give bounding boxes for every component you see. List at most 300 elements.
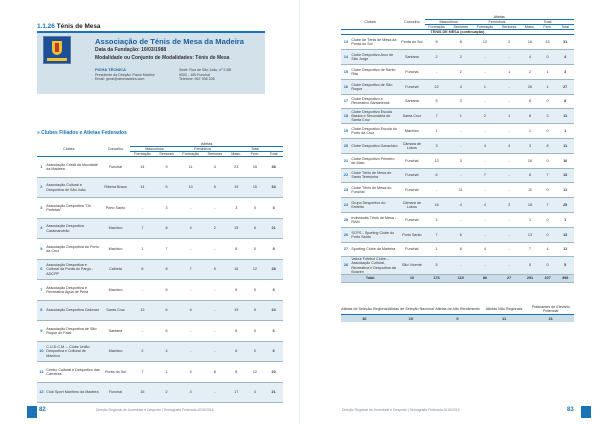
municipality: Funchal <box>399 64 424 79</box>
row-number: 7 <box>37 280 46 301</box>
total-female: 12 <box>246 259 265 280</box>
female-formation: 4 <box>473 242 497 257</box>
female-seniors: - <box>497 94 521 109</box>
phone: Telefone: 967 936 208 <box>179 77 215 82</box>
club-name: Associação Desportiva Galomar <box>46 300 101 321</box>
header-atletas: Atletas <box>130 142 283 147</box>
total-female: 0 <box>246 280 265 301</box>
municipality: Machico <box>399 124 424 139</box>
club-name: Clube Desportivo Escola Básica e Secundária de Santa Cruz <box>351 109 399 124</box>
total-female: 0 <box>246 239 265 260</box>
female-formation: 4 <box>473 198 497 213</box>
total-male: 16 <box>227 259 246 280</box>
male-seniors: - <box>449 257 473 274</box>
female-seniors: - <box>203 300 227 321</box>
alt-header: Atletas Não Regionais <box>481 304 528 315</box>
male-seniors: 8 <box>449 35 473 50</box>
male-seniors: 4 <box>154 341 178 362</box>
club-name: Clube Desportivo Garachico <box>351 138 399 153</box>
male-formation: 1 <box>425 212 449 227</box>
male-seniors: 6 <box>154 280 178 301</box>
total-male: 26 <box>521 79 539 94</box>
address: Sede: Rua de São João, nº 2-8B <box>179 68 232 72</box>
total-male: 18 <box>521 198 539 213</box>
club-name: Clube Desportivo Primeiro de Maio <box>351 153 399 168</box>
header-concelho: Concelho <box>399 15 424 30</box>
female-formation: - <box>473 124 497 139</box>
club-name: Clube Desportivo e Recreativo Santanense <box>351 94 399 109</box>
header-total: Total <box>521 20 574 25</box>
header-seniores: Seniores <box>154 152 178 157</box>
municipality: Santana <box>101 321 131 342</box>
header-fem: Fem. <box>539 25 557 30</box>
female-seniors: - <box>497 153 521 168</box>
total-female: 3 <box>539 109 557 124</box>
footer-left <box>0 401 300 419</box>
row-number: 12 <box>37 382 46 403</box>
total-female: 4 <box>539 242 557 257</box>
total-male: 1 <box>521 212 539 227</box>
male-seniors: 1 <box>449 109 473 124</box>
page-number-left: 82 <box>39 407 46 413</box>
total-female: 15 <box>246 177 265 198</box>
table-row <box>37 280 283 301</box>
total-male: 8 <box>521 94 539 109</box>
club-name: Clube Ténis de Mesa de Santo Teresinha <box>351 168 399 183</box>
club-name: Valour Futebol Clube – Associação Cultural, Recreativa e Desportiva da Boaven <box>351 257 399 274</box>
header-clubes: Clubes <box>37 142 101 157</box>
total-female: 0 <box>539 257 557 274</box>
male-formation: 5 <box>425 257 449 274</box>
female-seniors: - <box>497 124 521 139</box>
male-formation: 1 <box>425 124 449 139</box>
table-row <box>341 242 574 257</box>
club-name: Clube Desportivo de São Roque <box>351 79 399 94</box>
table-row <box>37 362 283 383</box>
male-seniors: 8 <box>154 259 178 280</box>
female-seniors: 2 <box>203 218 227 239</box>
male-formation: 3 <box>425 138 449 153</box>
footer-text-right: Direção Regional de Juventude e Desporto | Demografia Federada 2015/2016 <box>342 408 460 412</box>
female-formation: - <box>179 341 203 362</box>
female-formation: - <box>473 94 497 109</box>
total-all: 38 <box>264 157 283 178</box>
row-number: 20 <box>341 138 351 153</box>
male-seniors: 3 <box>449 94 473 109</box>
municipality: Câmara de Lobos <box>399 198 424 213</box>
female-formation: - <box>179 239 203 260</box>
total-female: 0 <box>539 153 557 168</box>
total-female: 0 <box>539 227 557 242</box>
totals-fem: 107 <box>539 274 557 282</box>
total-male: 6 <box>521 168 539 183</box>
header-clubes: Clubes <box>341 15 399 30</box>
male-seniors: 6 <box>154 300 178 321</box>
header-concelho: Concelho <box>101 142 131 157</box>
total-female: 7 <box>539 198 557 213</box>
male-seniors: 2 <box>449 50 473 65</box>
club-name: Associação Desportiva e Recreativa Água de Pena <box>46 280 101 301</box>
header-fem: Fem. <box>246 152 265 157</box>
male-formation: 7 <box>425 109 449 124</box>
table-row <box>37 198 283 219</box>
total-all: 31 <box>556 35 574 50</box>
municipality: Ribeira Brava <box>101 177 131 198</box>
male-formation: 5 <box>425 94 449 109</box>
table-row <box>37 239 283 260</box>
female-seniors: 1 <box>497 109 521 124</box>
male-formation: - <box>130 321 154 342</box>
female-formation: 4 <box>179 218 203 239</box>
male-formation: 7 <box>130 362 154 383</box>
table-row <box>37 341 283 362</box>
municipality: Funchal <box>101 157 131 178</box>
female-formation: 11 <box>179 157 203 178</box>
total-all: 11 <box>556 109 574 124</box>
alt-value: 11 <box>481 315 528 323</box>
total-male: 16 <box>521 153 539 168</box>
row-number: 1 <box>37 157 46 178</box>
male-formation: 7 <box>130 218 154 239</box>
row-number: 6 <box>37 259 46 280</box>
total-male: 4 <box>521 50 539 65</box>
total-all: 11 <box>556 183 574 198</box>
row-number: 28 <box>341 257 351 274</box>
club-name: Associação Cristã da Mocidade da Madeira <box>46 157 101 178</box>
male-formation: - <box>130 280 154 301</box>
header-total-col: Total <box>556 25 574 30</box>
club-name: Clube Desportivo de Santo Rita <box>351 64 399 79</box>
row-number: 26 <box>341 227 351 242</box>
male-formation: 13 <box>425 153 449 168</box>
male-formation: - <box>425 183 449 198</box>
total-male: 6 <box>227 321 246 342</box>
female-seniors: - <box>497 212 521 227</box>
club-name: Associação Desportiva "Os Profetas" <box>46 198 101 219</box>
total-female: 4 <box>246 382 265 403</box>
female-seniors: - <box>203 382 227 403</box>
total-female: 0 <box>539 94 557 109</box>
female-seniors: - <box>497 50 521 65</box>
male-seniors: 2 <box>154 382 178 403</box>
row-number: 15 <box>341 64 351 79</box>
total-male: 8 <box>227 239 246 260</box>
municipality: Ponta do Sol <box>399 35 424 50</box>
clubs-table-right <box>341 15 574 283</box>
total-all: 25 <box>556 198 574 213</box>
male-formation: 8 <box>130 259 154 280</box>
male-seniors: 5 <box>154 177 178 198</box>
male-formation: 13 <box>130 300 154 321</box>
municipality: Porto Santo <box>101 198 131 219</box>
alt-header: Praticantes de Elevado Potencial <box>527 304 574 315</box>
male-formation: 1 <box>425 242 449 257</box>
club-name: Centro Cultural e Desportivo das Carreiras <box>46 362 101 383</box>
female-formation: 2 <box>473 109 497 124</box>
header-seniores: Seniores <box>203 152 227 157</box>
club-name: Associação Cultural e Desportiva de São João <box>46 177 101 198</box>
municipality: Funchal <box>399 153 424 168</box>
total-female: 0 <box>539 124 557 139</box>
row-number: 13 <box>341 35 351 50</box>
total-female: 0 <box>246 198 265 219</box>
male-seniors: 3 <box>449 153 473 168</box>
total-female: 1 <box>539 79 557 94</box>
totals-row <box>341 274 574 282</box>
alt-value: 10 <box>388 315 435 323</box>
male-formation: 2 <box>425 50 449 65</box>
page-tab-left <box>27 406 37 418</box>
club-name: Associação Desportiva de São Roque do Faial <box>46 321 101 342</box>
total-all: 24 <box>264 300 283 321</box>
table-row <box>37 259 283 280</box>
male-formation: 14 <box>130 177 154 198</box>
female-formation: 7 <box>473 168 497 183</box>
male-seniors: 7 <box>154 239 178 260</box>
male-seniors: 11 <box>449 183 473 198</box>
female-formation: 10 <box>179 177 203 198</box>
club-name: Clube Desportivo Arco de São Jorge <box>351 50 399 65</box>
female-seniors: 3 <box>497 198 521 213</box>
banner-stripe <box>37 31 265 33</box>
male-seniors: 4 <box>449 79 473 94</box>
female-seniors: - <box>497 168 521 183</box>
municipality: Funchal <box>399 242 424 257</box>
header-seniores: Seniores <box>449 25 473 30</box>
total-male: 23 <box>227 157 246 178</box>
foundation-date: Data da Fundação: 10/03/1988 <box>95 47 167 53</box>
male-formation: - <box>130 198 154 219</box>
total-male: 6 <box>227 280 246 301</box>
female-formation: 7 <box>179 259 203 280</box>
female-seniors: 4 <box>203 157 227 178</box>
header-formacao: Formação <box>425 25 449 30</box>
female-seniors: 1 <box>497 64 521 79</box>
total-male: 2 <box>521 64 539 79</box>
male-formation: 1 <box>130 239 154 260</box>
female-formation: - <box>473 227 497 242</box>
municipality: Santana <box>399 50 424 65</box>
male-seniors: 4 <box>449 198 473 213</box>
totals-tot: 398 <box>556 274 574 282</box>
total-all: 3 <box>264 198 283 219</box>
table-row <box>341 138 574 153</box>
total-male: 17 <box>227 382 246 403</box>
total-male: 15 <box>227 218 246 239</box>
alt-header: Atletas de Seleção Regional <box>341 304 388 315</box>
total-male: 7 <box>521 242 539 257</box>
total-female: 1 <box>539 64 557 79</box>
totals-masc: 291 <box>521 274 539 282</box>
club-name: Grupo Desportivo do Estreito <box>351 198 399 213</box>
total-female: 0 <box>539 212 557 227</box>
row-number: 24 <box>341 198 351 213</box>
row-number: 22 <box>341 168 351 183</box>
male-seniors: - <box>449 168 473 183</box>
total-male: 3 <box>227 198 246 219</box>
total-male: 1 <box>521 124 539 139</box>
footer-right <box>300 401 600 419</box>
total-all: 11 <box>556 242 574 257</box>
alt-value: 21 <box>527 315 574 323</box>
totals-label: Total <box>341 274 399 282</box>
table-row <box>341 94 574 109</box>
female-seniors: 5 <box>203 259 227 280</box>
male-formation: 14 <box>130 157 154 178</box>
table-row <box>341 183 574 198</box>
page-number-right: 83 <box>567 407 574 413</box>
female-seniors: - <box>497 242 521 257</box>
row-number: 25 <box>341 212 351 227</box>
email: Email: geral@atmmadeira.com <box>95 77 145 82</box>
row-number: 9 <box>37 321 46 342</box>
table-row <box>341 257 574 274</box>
club-name: SCPS - Sporting Clube do Porto Santo <box>351 227 399 242</box>
municipality: Câmara de Lobos <box>399 138 424 153</box>
total-male: 8 <box>521 109 539 124</box>
male-seniors: 3 <box>154 198 178 219</box>
female-seniors: 5 <box>203 177 227 198</box>
total-male: 16 <box>521 35 539 50</box>
total-male: 6 <box>227 341 246 362</box>
municipality: Ponta do Sol <box>101 362 131 383</box>
female-formation: - <box>179 280 203 301</box>
table-row <box>341 64 574 79</box>
female-formation: - <box>473 50 497 65</box>
municipality: Machico <box>101 341 131 362</box>
male-seniors: 6 <box>449 227 473 242</box>
total-all: 34 <box>264 177 283 198</box>
female-seniors: - <box>203 198 227 219</box>
female-formation: 4 <box>179 362 203 383</box>
totals-concelho: 10 <box>399 274 424 282</box>
male-formation: - <box>425 64 449 79</box>
alt-value: 16 <box>341 315 388 323</box>
male-formation: 6 <box>425 168 449 183</box>
header-femininos: Femininos <box>473 20 521 25</box>
female-formation: - <box>473 64 497 79</box>
total-female: 0 <box>246 341 265 362</box>
total-male: 3 <box>521 138 539 153</box>
female-formation: 5 <box>179 300 203 321</box>
total-female: 15 <box>539 35 557 50</box>
male-seniors: 6 <box>154 321 178 342</box>
alt-header: Atletas de Alto Rendimento <box>434 304 481 315</box>
header-masculinos: Masculinos <box>425 20 473 25</box>
total-male: 19 <box>227 300 246 321</box>
total-all: 3 <box>556 64 574 79</box>
municipality: Funchal <box>399 79 424 94</box>
municipality: Funchal <box>101 382 131 403</box>
female-seniors: - <box>497 79 521 94</box>
male-seniors: - <box>449 124 473 139</box>
club-name: Associação Desportiva Caramanchão <box>46 218 101 239</box>
president: Presidente da Direção: Paulo Martins <box>95 72 155 77</box>
table-row <box>341 168 574 183</box>
header-masculinos: Masculinos <box>130 147 178 152</box>
header-formacao: Formação <box>130 152 154 157</box>
total-female: 7 <box>539 168 557 183</box>
male-seniors: 6 <box>449 242 473 257</box>
club-name: Clube Desportivo Escola do Porto da Cruz <box>351 124 399 139</box>
header-masc: Masc. <box>227 152 246 157</box>
total-all: 1 <box>556 124 574 139</box>
totals-ff: 80 <box>473 274 497 282</box>
municipality: Porto Santo <box>399 227 424 242</box>
association-logo-icon <box>43 36 71 64</box>
table-row <box>341 124 574 139</box>
municipality: Machico <box>101 239 131 260</box>
male-formation: 15 <box>130 382 154 403</box>
table-row <box>37 300 283 321</box>
female-formation: - <box>179 198 203 219</box>
municipality: Machico <box>101 218 131 239</box>
total-male: 13 <box>521 227 539 242</box>
male-formation: 16 <box>425 198 449 213</box>
female-seniors: 8 <box>203 362 227 383</box>
row-number: 14 <box>341 50 351 65</box>
female-formation: - <box>473 257 497 274</box>
male-seniors: - <box>449 138 473 153</box>
female-formation: 4 <box>179 382 203 403</box>
row-number: 3 <box>37 198 46 219</box>
row-number: 11 <box>37 362 46 383</box>
table-row <box>341 35 574 50</box>
female-formation: 4 <box>473 138 497 153</box>
club-name: Associação Desportiva do Porto da Cruz <box>46 239 101 260</box>
table-row <box>37 218 283 239</box>
row-number: 17 <box>341 94 351 109</box>
female-formation: 13 <box>473 35 497 50</box>
row-number: 10 <box>37 341 46 362</box>
total-all: 16 <box>556 153 574 168</box>
municipality: Santa Cruz <box>101 300 131 321</box>
municipality: Santana <box>399 94 424 109</box>
total-female: 0 <box>539 183 557 198</box>
male-seniors: - <box>449 212 473 227</box>
club-name: C.U.D.C.M. – Clube União Desportiva e Cultural de Machico <box>46 341 101 362</box>
female-seniors: - <box>203 321 227 342</box>
female-seniors: 4 <box>497 138 521 153</box>
subsection-title: » Clubes Filiados e Atletas Federados <box>37 130 127 136</box>
total-all: 1 <box>556 212 574 227</box>
total-female: 5 <box>246 300 265 321</box>
page-tab-right <box>581 406 591 418</box>
total-all: 8 <box>264 239 283 260</box>
male-formation: 2 <box>130 341 154 362</box>
female-seniors: - <box>497 183 521 198</box>
total-all: 6 <box>264 341 283 362</box>
total-all: 20 <box>264 362 283 383</box>
female-seniors: - <box>497 257 521 274</box>
municipality: Funchal <box>399 212 424 227</box>
total-all: 21 <box>264 218 283 239</box>
total-female: 15 <box>246 157 265 178</box>
header-formacao: Formação <box>179 152 203 157</box>
female-seniors: 2 <box>497 35 521 50</box>
female-seniors: - <box>203 239 227 260</box>
row-number: 27 <box>341 242 351 257</box>
technical-sheet-heading: FICHA TÉCNICA <box>95 67 126 72</box>
header-atletas: Atletas <box>425 15 575 20</box>
header-seniores: Seniores <box>497 25 521 30</box>
table-row <box>341 153 574 168</box>
total-female: 12 <box>246 362 265 383</box>
total-all: 13 <box>556 227 574 242</box>
total-all: 6 <box>264 280 283 301</box>
table-row <box>341 79 574 94</box>
alt-header: Atletas de Seleção Nacional <box>388 304 435 315</box>
